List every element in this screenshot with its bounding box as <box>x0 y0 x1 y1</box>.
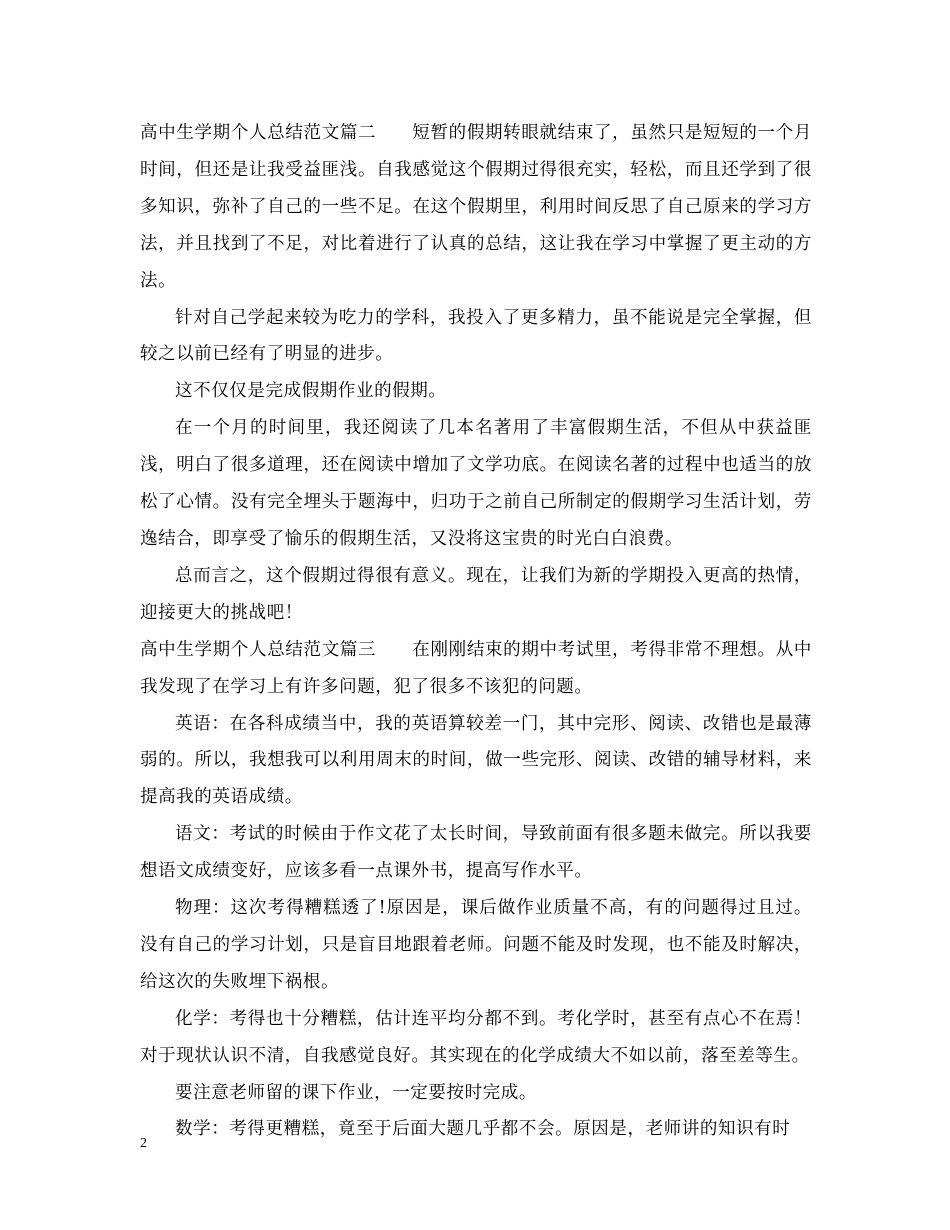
paragraph: 针对自己学起来较为吃力的学科，我投入了更多精力，虽不能说是完全掌握，但较之以前已经有了明显的进步。 <box>140 307 812 365</box>
section-3-heading: 高中生学期个人总结范文篇三 <box>140 639 377 660</box>
document-body <box>140 115 812 1148</box>
paragraph: 英语：在各科成绩当中，我的英语算较差一门，其中完形、阅读、改错也是最薄弱的。所以，我想我可以利用周末的时间，做一些完形、阅读、改错的辅导材料，来提高我的英语成绩。 <box>140 713 812 808</box>
paragraph: 这不仅仅是完成假期作业的假期。 <box>175 381 447 402</box>
section-3-first-paragraph <box>140 632 812 706</box>
paragraph: 短暂的假期转眼就结束了，虽然只是短短的一个月时间，但还是让我受益匪浅。自我感觉这个假期过得很充实，轻松，而且还学到了很多知识，弥补了自己的一些不足。在这个假期里，利用时间反思了自己原来的学习方法，并且找到了不足，对比着进行了认真的总结，这让我在学习中掌握了更主动的方法。 <box>140 123 812 291</box>
section-2-first-paragraph <box>140 115 812 300</box>
paragraph: 在一个月的时间里，我还阅读了几本名著用了丰富假期生活，不但从中获益匪浅，明白了很多道理，还在阅读中增加了文学功底。在阅读名著的过程中也适当的放松了心情。没有完全埋头于题海中，归功于之前自己所制定的假期学习生活计划，劳逸结合，即享受了愉乐的假期生活，又没将这宝贵的时光白白浪费。 <box>140 418 812 549</box>
paragraph: 物理：这次考得糟糕透了!原因是，课后做作业质量不高，有的问题得过且过。没有自己的学习计划，只是盲目地跟着老师。问题不能及时发现，也不能及时解决，给这次的失败埋下祸根。 <box>140 898 812 992</box>
paragraph: 总而言之，这个假期过得很有意义。现在，让我们为新的学期投入更高的热情，迎接更大的挑战吧！ <box>140 565 812 623</box>
paragraph: 语文：考试的时候由于作文花了太长时间，导致前面有很多题未做完。所以我要想语文成绩变好，应该多看一点课外书，提高写作水平。 <box>140 824 812 882</box>
page-number: 2 <box>140 1136 147 1151</box>
section-2-heading: 高中生学期个人总结范文篇二 <box>140 123 377 143</box>
paragraph: 化学：考得也十分糟糕，估计连平均分都不到。考化学时，甚至有点心不在焉！对于现状认识不清，自我感觉良好。其实现在的化学成绩大不如以前，落至差等生。 <box>140 1008 812 1066</box>
paragraph: 要注意老师留的课下作业，一定要按时完成。 <box>175 1082 537 1103</box>
paragraph: 数学：考得更糟糕，竟至于后面大题几乎都不会。原因是，老师讲的知识有时 <box>175 1119 791 1140</box>
paragraph: 在刚刚结束的期中考试里，考得非常不理想。从中我发现了在学习上有许多问题，犯了很多不该犯的问题。 <box>140 639 812 697</box>
